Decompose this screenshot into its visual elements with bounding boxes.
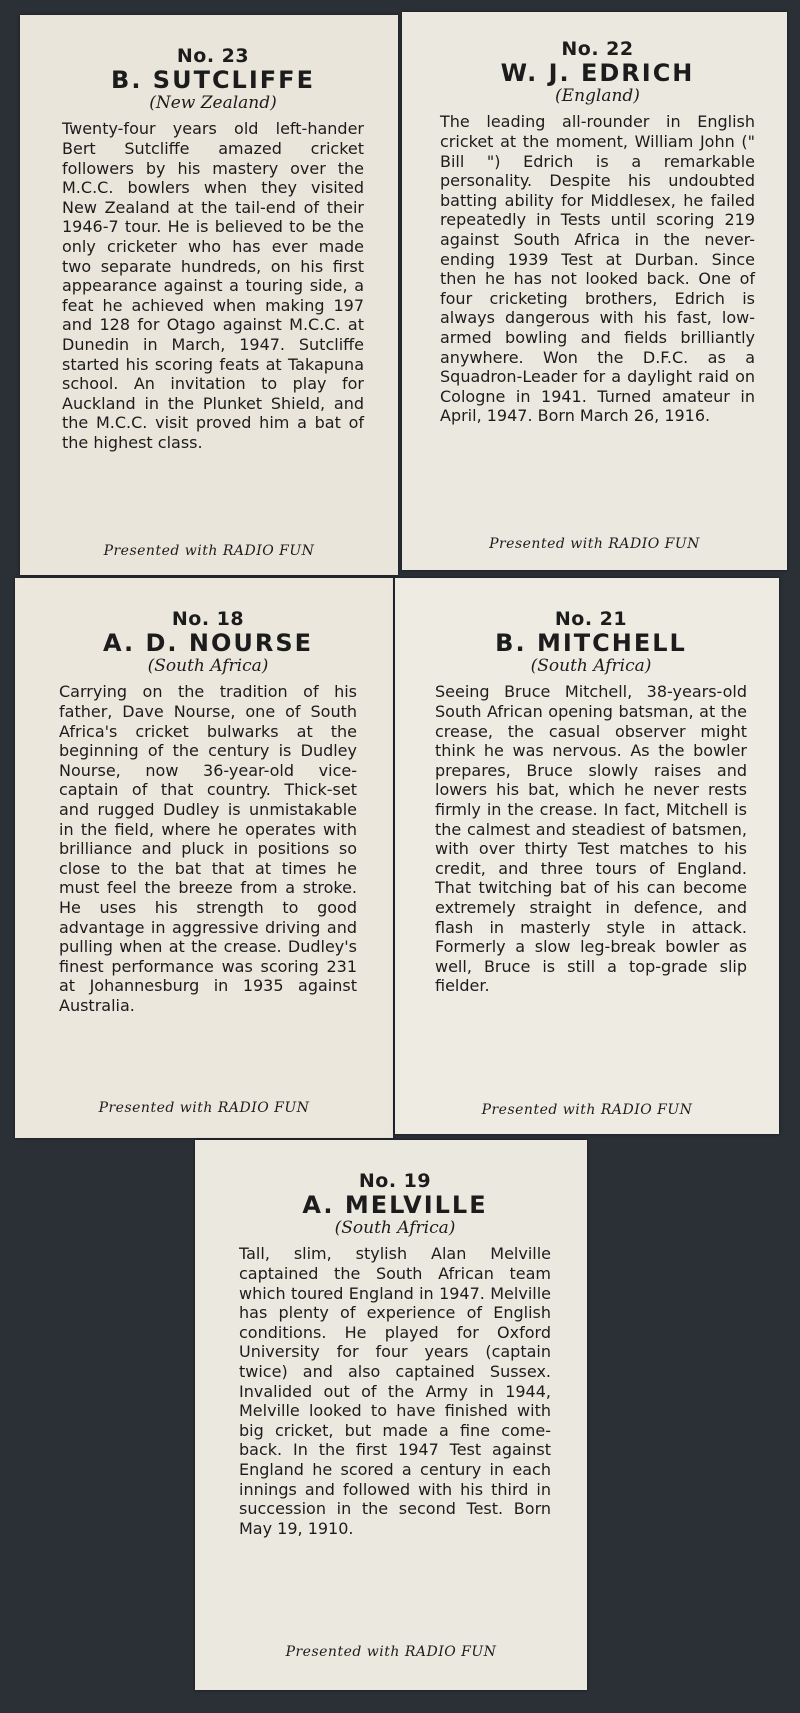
card-description: The leading all-rounder in English cricket at the moment, William John (" Bill ") Edrich is a remarkable personality. Despite his undoubted batting ability for Middlesex, he failed repeatedly in Tests until scoring 219 against South Africa in the never-ending 1939 Test at Durban. Since then he has not looked back. One of four cricketing brothers, Edrich is always dangerous with his fast, low-armed bowling and fields brilliantly anywhere. Won the D.F.C. as a Squadron-Leader for a daylight raid on Cologne in 1941. Turned amateur in April, 1947. Born March 26, 1916. <box>440 112 755 426</box>
card-footer: Presented with RADIO FUN <box>103 543 315 559</box>
card-footer: Presented with RADIO FUN <box>481 1102 693 1118</box>
card-nourse <box>15 578 393 1138</box>
player-name: A. MELVILLE <box>302 1191 488 1219</box>
player-country: (England) <box>555 86 640 107</box>
card-footer: Presented with RADIO FUN <box>489 536 700 552</box>
card-mitchell <box>395 578 779 1134</box>
player-country: (South Africa) <box>530 656 652 677</box>
card-sutcliffe <box>20 15 398 575</box>
player-country: (South Africa) <box>334 1218 456 1239</box>
player-name: B. SUTCLIFFE <box>111 66 315 94</box>
card-number: No. 22 <box>561 38 634 60</box>
card-number: No. 18 <box>171 608 245 630</box>
card-number: No. 19 <box>358 1170 432 1192</box>
card-footer: Presented with RADIO FUN <box>285 1644 497 1660</box>
player-name: W. J. EDRICH <box>500 59 695 87</box>
card-description: Twenty-four years old left-hander Bert Sutcliffe amazed cricket followers by his mastery over the M.C.C. bowlers when they visited New Zealand at the tail-end of their 1946-7 tour. He is believed to be the only cricketer who has ever made two separate hundreds, on his first appearance against a touring side, a feat he achieved when making 197 and 128 for Otago against M.C.C. at Dunedin in March, 1947. Sutcliffe started his scoring feats at Takapuna school. An invitation to play for Auckland in the Plunket Shield, and the M.C.C. visit proved him a bat of the highest class. <box>62 119 364 452</box>
card-melville <box>195 1140 587 1690</box>
card-description: Seeing Bruce Mitchell, 38-years-old South African opening batsman, at the crease, the casual observer might think he was nervous. As the bowler prepares, Bruce slowly raises and lowers his bat, which he never rests firmly in the crease. In fact, Mitchell is the calmest and steadiest of batsmen, with over thirty Test matches to his credit, and three tours of England. That twitching bat of his can become extremely straight in defence, and flash in masterly style in attack. Formerly a slow leg-break bowler as well, Bruce is still a top-grade slip fielder. <box>435 682 747 996</box>
player-name: A. D. NOURSE <box>102 629 314 657</box>
card-number: No. 23 <box>176 45 250 67</box>
player-country: (New Zealand) <box>149 93 277 114</box>
player-name: B. MITCHELL <box>495 629 687 657</box>
card-description: Tall, slim, stylish Alan Melville captained the South African team which toured England in 1947. Melville has plenty of experience of English conditions. He played for Oxford University for four years (captain twice) and also captained Sussex. Invalided out of the Army in 1944, Melville looked to have finished with big cricket, but made a fine come-back. In the first 1947 Test against England he scored a century in each innings and followed with his third in succession in the second Test. Born May 19, 1910. <box>239 1244 551 1538</box>
card-edrich <box>402 12 787 570</box>
card-description: Carrying on the tradition of his father, Dave Nourse, one of South Africa's cricket bulwarks at the beginning of the century is Dudley Nourse, now 36-year-old vice-captain of that country. Thick-set and rugged Dudley is unmistakable in the field, where he operates with brilliance and pluck in positions so close to the bat that at times he must feel the breeze from a stroke. He uses his strength to good advantage in aggressive driving and pulling when at the crease. Dudley's finest performance was scoring 231 at Johannesburg in 1935 against Australia. <box>59 682 357 1015</box>
card-footer: Presented with RADIO FUN <box>98 1100 310 1116</box>
player-country: (South Africa) <box>147 656 269 677</box>
card-number: No. 21 <box>554 608 628 630</box>
